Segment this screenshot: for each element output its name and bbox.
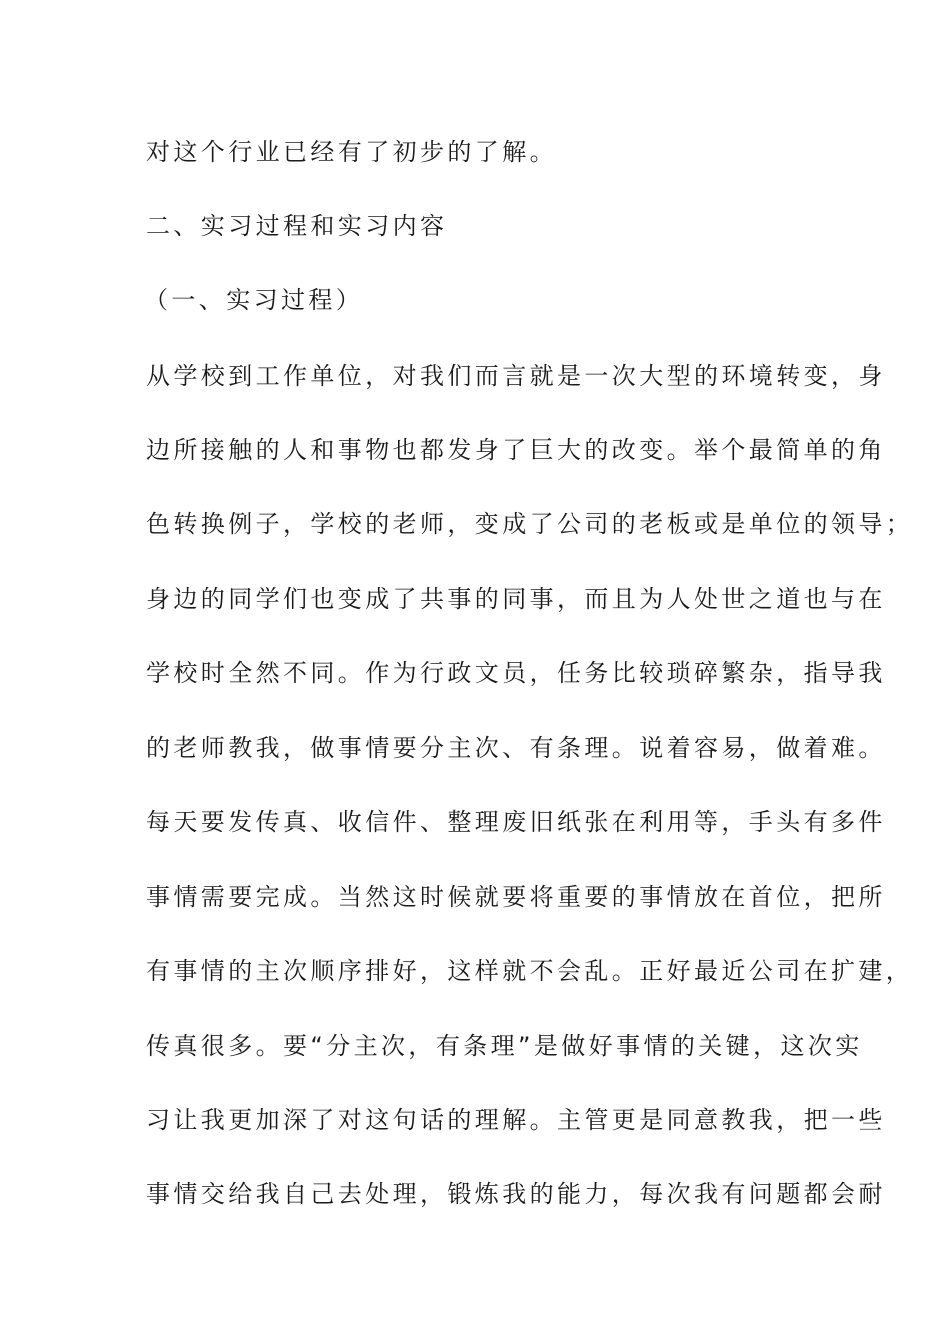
paragraph-line-12: 事情交给我自己去处理，锻炼我的能力，每次我有问题都会耐 bbox=[146, 1180, 886, 1208]
section-heading: 二、实习过程和实习内容 bbox=[146, 212, 448, 240]
paragraph-line-1: 从学校到工作单位，对我们而言就是一次大型的环境转变，身 bbox=[146, 362, 886, 390]
paragraph-line-6: 的老师教我，做事情要分主次、有条理。说着容易，做着难。 bbox=[146, 734, 886, 762]
subsection-heading: （一、实习过程） bbox=[144, 286, 364, 314]
paragraph-line-8: 事情需要完成。当然这时候就要将重要的事情放在首位，把所 bbox=[146, 883, 886, 911]
paragraph-line-10: 传真很多。要“分主次，有条理”是做好事情的关键，这次实 bbox=[146, 1032, 863, 1060]
text-line-1: 对这个行业已经有了初步的了解。 bbox=[146, 138, 557, 166]
paragraph-line-11: 习让我更加深了对这句话的理解。主管更是同意教我，把一些 bbox=[146, 1106, 886, 1134]
paragraph-line-3: 色转换例子，学校的老师，变成了公司的老板或是单位的领导； bbox=[146, 510, 914, 538]
paragraph-line-9: 有事情的主次顺序排好，这样就不会乱。正好最近公司在扩建， bbox=[146, 957, 914, 985]
paragraph-line-2: 边所接触的人和事物也都发身了巨大的改变。举个最简单的角 bbox=[146, 436, 886, 464]
paragraph-line-4: 身边的同学们也变成了共事的同事，而且为人处世之道也与在 bbox=[146, 585, 886, 613]
paragraph-line-7: 每天要发传真、收信件、整理废旧纸张在利用等，手头有多件 bbox=[146, 808, 886, 836]
paragraph-line-5: 学校时全然不同。作为行政文员，任务比较琐碎繁杂，指导我 bbox=[146, 659, 886, 687]
